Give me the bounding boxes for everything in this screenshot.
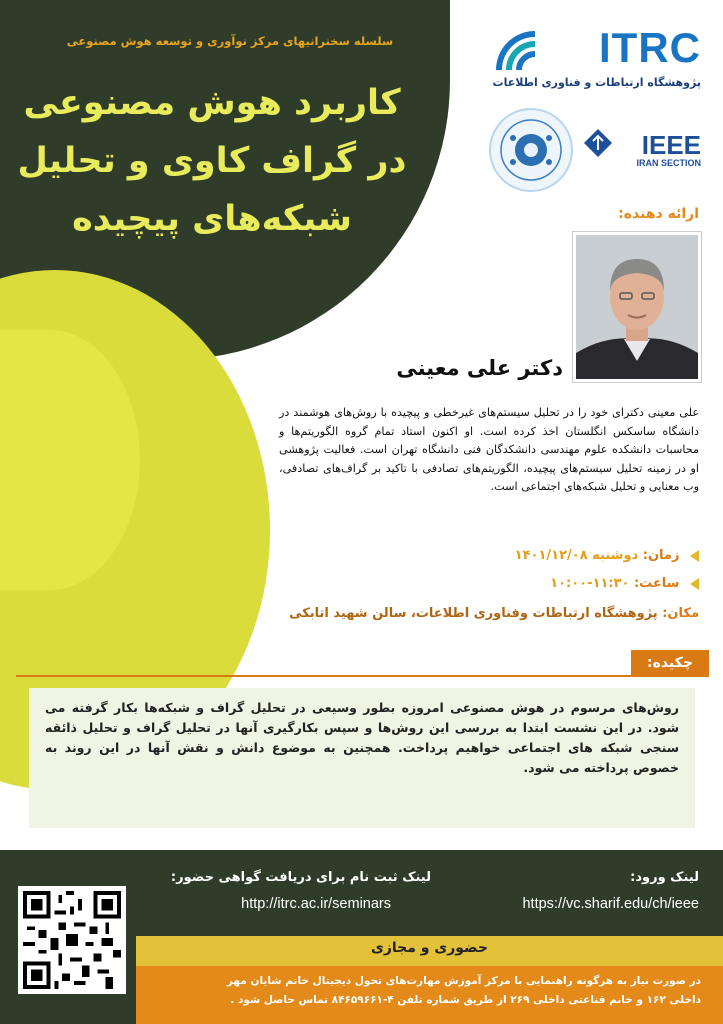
poster-title: [12, 74, 412, 248]
register-link[interactable]: http://itrc.ac.ir/seminars: [241, 896, 391, 912]
itrc-logo: [491, 24, 701, 100]
ieee-logo: [583, 128, 701, 172]
ieee-subtitle: IRAN SECTION: [636, 158, 701, 168]
register-link-label: لینک ثبت نام برای دریافت گواهی حضور:: [170, 870, 431, 885]
date-label: زمان:: [642, 548, 680, 563]
bullet-triangle-icon: [690, 550, 699, 562]
contact-line-1: در صورت نیاز به هرگونه راهنمایی با مرکز آموزش مهارت‌های تحول دیجیتال خانم شایان مهر: [226, 975, 701, 987]
event-date: [515, 548, 699, 563]
contact-line-2: داخلی ۱۶۲ و خانم قناعتی داخلی ۲۶۹ از طریق شماره تلفن ۴-۸۴۶۵۹۶۶۱ تماس حاصل شود .: [230, 994, 701, 1006]
login-link[interactable]: https://vc.sharif.edu/ch/ieee: [522, 896, 699, 912]
poster-title-line-3: شبکه‌های پیچیده: [72, 199, 352, 239]
ai-center-seal-logo: [489, 108, 573, 192]
place-value: پژوهشگاه ارتباطات وفناوری اطلاعات، سالن شهید اتابکی: [289, 606, 658, 621]
wifi-waves-icon: [495, 30, 547, 72]
abstract-label: چکیده:: [631, 650, 709, 676]
time-label: ساعت:: [633, 576, 680, 591]
speaker-bio: علی معینی دکترای خود را در تحلیل سیستم‌های غیرخطی و پیچیده با روش‌های هوشمند در دانشگاه ساسکس انگلستان اخذ کرده است. او اکنون استاد تمام گروه الگوریتم‌ها و محاسبات دانشکده علوم مهندسی دانشکدگان فنی دانشگاه تهران است. فعالیت پژوهشی او در زمینه تحلیل سیستم‌های پیچیده، الگوریتم‌های تصادفی با تاکید بر گراف‌های تصادفی، وب معنایی و تحلیل شبکه‌های اجتماعی است.: [279, 406, 699, 494]
bullet-triangle-icon: [690, 578, 699, 590]
date-value: دوشنبه ۱۴۰۱/۱۲/۰۸: [514, 548, 639, 563]
ieee-wordmark: IEEE: [641, 130, 701, 160]
event-place: [289, 606, 699, 621]
qr-code-icon: [23, 891, 121, 989]
presenter-photo: [573, 232, 701, 382]
qr-code[interactable]: [18, 886, 126, 994]
place-label: مکان:: [662, 606, 699, 621]
event-time: [550, 576, 699, 591]
abstract-text: روش‌های مرسوم در هوش مصنوعی امروزه بطور وسیعی در تحلیل گراف و شبکه‌ها بکار گرفته می شود. در این نشست ابتدا به بررسی این روش‌ها و سپس بکارگیری آنها در تحلیل گراف و تحلیل ذائقه سنجی شبکه های اجتماعی خواهیم پرداخت. همچنین به موضوع دانش و نقش آنها در این روند به خصوص پرداخته می شود.: [29, 688, 695, 828]
presenter-label: ارائه دهنده:: [618, 206, 699, 222]
abstract-divider: [16, 675, 709, 677]
itrc-wordmark: ITRC: [599, 24, 701, 71]
speaker-name: دکتر علی معینی: [396, 356, 563, 380]
time-value: ۱۱:۳۰-۱۰:۰۰: [550, 576, 630, 591]
poster-title-line-2: در گراف کاوی و تحلیل: [17, 141, 407, 181]
contact-info: [141, 972, 701, 1010]
ieee-diamond-icon: [583, 128, 613, 158]
itrc-subtitle: پژوهشگاه ارتباطات و فناوری اطلاعات: [492, 76, 701, 89]
login-link-label: لینک ورود:: [630, 870, 699, 885]
poster-title-line-1: کاربرد هوش مصنوعی: [23, 83, 401, 123]
person-portrait-icon: [576, 235, 698, 379]
series-title: سلسله سخنرانیهای مرکز نوآوری و توسعه هوش مصنوعی: [66, 34, 394, 48]
seal-icon: [491, 110, 571, 190]
attendance-mode: حضوری و مجازی: [371, 940, 488, 956]
